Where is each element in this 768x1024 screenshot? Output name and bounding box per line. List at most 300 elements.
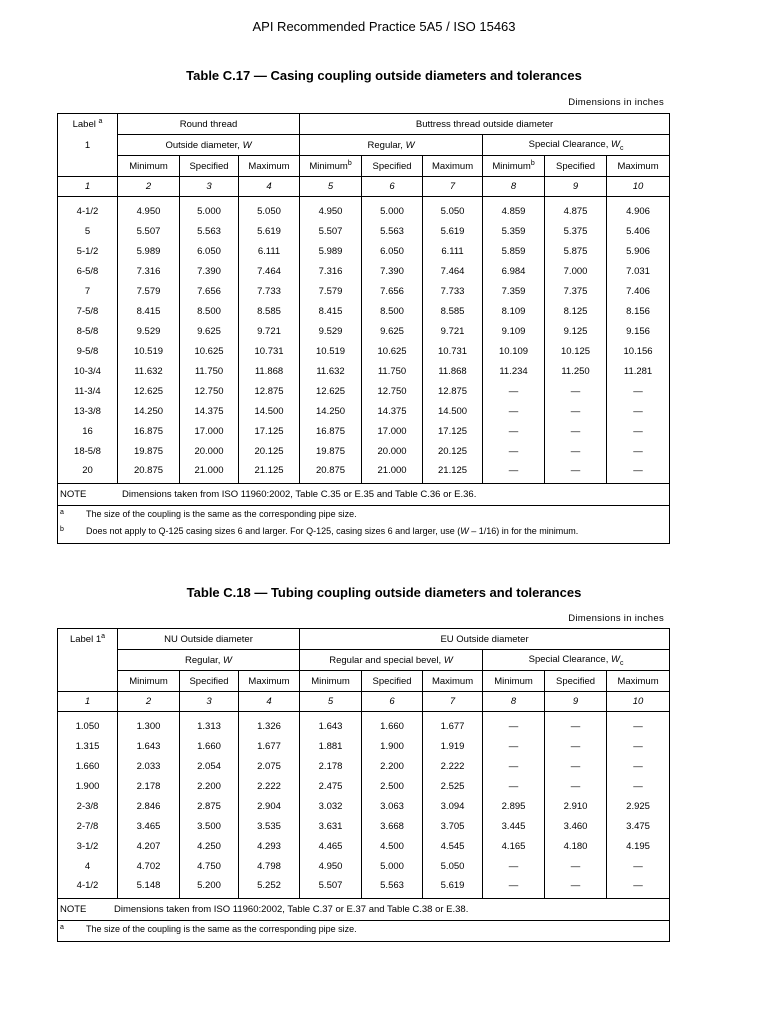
value-cell: 9.625 (180, 321, 239, 341)
table-row (58, 836, 670, 856)
value-cell: 8.500 (362, 301, 423, 321)
header-buttress-thread: Buttress thread outside diameter (300, 114, 670, 135)
table-c17-note: NOTE Dimensions taken from ISO 11960:2002, Table C.35 or E.35 and Table C.36 or E.36. (58, 484, 670, 506)
value-cell: 5.148 (118, 876, 180, 899)
value-cell: 4.165 (483, 836, 545, 856)
value-cell: — (545, 381, 607, 401)
table-row (58, 241, 670, 261)
table-row (58, 816, 670, 836)
value-cell: 9.156 (607, 321, 670, 341)
value-cell: 4.950 (300, 197, 362, 222)
header-spec: Specified (180, 156, 239, 177)
value-cell: 16.875 (118, 421, 180, 441)
value-cell: 4.250 (180, 836, 239, 856)
value-cell: 10.156 (607, 341, 670, 361)
value-cell: — (607, 441, 670, 461)
value-cell: 19.875 (300, 441, 362, 461)
value-cell: — (545, 736, 607, 756)
header-regular-special-bevel: Regular and special bevel, W (300, 650, 483, 671)
value-cell: — (483, 756, 545, 776)
table-row (58, 321, 670, 341)
table-row (58, 281, 670, 301)
value-cell: 4.859 (483, 197, 545, 222)
value-cell: 8.585 (423, 301, 483, 321)
header-outside-diameter: Outside diameter, W (118, 135, 300, 156)
header-blank (58, 650, 118, 671)
table-c17-footnote-a: $^a$ The size of the coupling is the same as the corresponding pipe size. (58, 506, 670, 524)
value-cell: — (545, 461, 607, 484)
value-cell: 12.750 (180, 381, 239, 401)
value-cell: 1.326 (239, 712, 300, 737)
value-cell: 11.750 (362, 361, 423, 381)
value-cell: — (607, 381, 670, 401)
table-row (58, 401, 670, 421)
column-number-row (58, 177, 670, 197)
column-number: 7 (423, 692, 483, 712)
table-row (58, 361, 670, 381)
value-cell: 11.281 (607, 361, 670, 381)
table-c17-dimensions-note: Dimensions in inches (568, 97, 664, 108)
value-cell: 5.619 (423, 876, 483, 899)
value-cell: 4.875 (545, 197, 607, 222)
value-cell: — (545, 856, 607, 876)
header-max: Maximum (239, 671, 300, 692)
header-max: Maximum (423, 671, 483, 692)
value-cell: 5.252 (239, 876, 300, 899)
value-cell: — (607, 461, 670, 484)
value-cell: — (483, 856, 545, 876)
value-cell: 7.656 (180, 281, 239, 301)
table-row (58, 197, 670, 222)
header-max: Maximum (607, 671, 670, 692)
value-cell: 2.075 (239, 756, 300, 776)
row-label-cell: 11-3/4 (58, 381, 118, 401)
value-cell: 20.000 (362, 441, 423, 461)
value-cell: — (483, 381, 545, 401)
value-cell: 7.579 (300, 281, 362, 301)
table-c18-title: Table C.18 — Tubing coupling outside diameters and tolerances (186, 585, 582, 600)
row-label-cell: 4 (58, 856, 118, 876)
value-cell: 5.200 (180, 876, 239, 899)
header-spec: Specified (545, 156, 607, 177)
value-cell: 11.868 (239, 361, 300, 381)
table-row (58, 261, 670, 281)
value-cell: 5.050 (423, 197, 483, 222)
table-c17 (57, 113, 670, 544)
value-cell: 11.868 (423, 361, 483, 381)
value-cell: 2.925 (607, 796, 670, 816)
value-cell: 1.881 (300, 736, 362, 756)
value-cell: — (483, 421, 545, 441)
value-cell: 6.050 (362, 241, 423, 261)
header-eu-outside-diameter: EU Outside diameter (300, 629, 670, 650)
header-label: Label 1$^a$ (58, 629, 118, 650)
value-cell: — (545, 776, 607, 796)
value-cell: 17.125 (423, 421, 483, 441)
value-cell: — (545, 401, 607, 421)
value-cell: 10.731 (239, 341, 300, 361)
row-label-cell: 9-5/8 (58, 341, 118, 361)
header-blank (58, 156, 118, 177)
row-label-cell: 1.900 (58, 776, 118, 796)
column-number: 10 (607, 177, 670, 197)
row-label-cell: 6-5/8 (58, 261, 118, 281)
table-row (58, 776, 670, 796)
value-cell: 5.000 (362, 197, 423, 222)
header-min-b: Minimum$^b$ (300, 156, 362, 177)
value-cell: 9.529 (300, 321, 362, 341)
table-c18 (57, 628, 670, 942)
value-cell: 8.500 (180, 301, 239, 321)
header-regular: Regular, W (300, 135, 483, 156)
header-round-thread: Round thread (118, 114, 300, 135)
value-cell: 21.125 (423, 461, 483, 484)
value-cell: 9.625 (362, 321, 423, 341)
table-row (58, 756, 670, 776)
column-number: 3 (180, 177, 239, 197)
column-number: 4 (239, 692, 300, 712)
value-cell: 2.895 (483, 796, 545, 816)
header-min: Minimum (118, 156, 180, 177)
table-c18-dimensions-note: Dimensions in inches (568, 613, 664, 624)
value-cell: 7.375 (545, 281, 607, 301)
value-cell: — (545, 441, 607, 461)
row-label-cell: 5 (58, 221, 118, 241)
value-cell: 1.643 (300, 712, 362, 737)
value-cell: 3.668 (362, 816, 423, 836)
header-min: Minimum (300, 671, 362, 692)
header-min: Minimum (483, 671, 545, 692)
value-cell: — (483, 876, 545, 899)
value-cell: 7.031 (607, 261, 670, 281)
value-cell: 10.731 (423, 341, 483, 361)
value-cell: 12.875 (239, 381, 300, 401)
value-cell: 9.529 (118, 321, 180, 341)
value-cell: 7.316 (118, 261, 180, 281)
value-cell: 5.563 (362, 876, 423, 899)
value-cell: 20.125 (239, 441, 300, 461)
value-cell: 9.721 (423, 321, 483, 341)
value-cell: 4.906 (607, 197, 670, 222)
value-cell: 1.660 (180, 736, 239, 756)
row-label-cell: 18-5/8 (58, 441, 118, 461)
value-cell: 2.200 (362, 756, 423, 776)
value-cell: 7.733 (423, 281, 483, 301)
table-row (58, 221, 670, 241)
value-cell: 20.125 (423, 441, 483, 461)
value-cell: 12.875 (423, 381, 483, 401)
value-cell: 5.563 (180, 221, 239, 241)
value-cell: 7.390 (180, 261, 239, 281)
value-cell: 5.375 (545, 221, 607, 241)
value-cell: 3.535 (239, 816, 300, 836)
value-cell: 4.798 (239, 856, 300, 876)
table-row (58, 856, 670, 876)
value-cell: 1.919 (423, 736, 483, 756)
value-cell: — (483, 461, 545, 484)
value-cell: 1.300 (118, 712, 180, 737)
value-cell: 5.619 (239, 221, 300, 241)
value-cell: 19.875 (118, 441, 180, 461)
value-cell: 4.950 (300, 856, 362, 876)
value-cell: 17.000 (362, 421, 423, 441)
table-c17-title: Table C.17 — Casing coupling outside diameters and tolerances (186, 68, 582, 83)
column-number: 2 (118, 692, 180, 712)
value-cell: 7.316 (300, 261, 362, 281)
value-cell: 12.750 (362, 381, 423, 401)
value-cell: 2.178 (300, 756, 362, 776)
value-cell: 4.950 (118, 197, 180, 222)
value-cell: 7.359 (483, 281, 545, 301)
value-cell: 5.406 (607, 221, 670, 241)
row-label-cell: 1.315 (58, 736, 118, 756)
value-cell: 3.465 (118, 816, 180, 836)
value-cell: 8.415 (118, 301, 180, 321)
row-label-cell: 2-3/8 (58, 796, 118, 816)
table-c18-body (58, 712, 670, 899)
value-cell: — (483, 776, 545, 796)
value-cell: 2.500 (362, 776, 423, 796)
column-number: 1 (58, 692, 118, 712)
row-label-cell: 4-1/2 (58, 197, 118, 222)
column-number: 10 (607, 692, 670, 712)
value-cell: 1.643 (118, 736, 180, 756)
value-cell: 21.000 (180, 461, 239, 484)
value-cell: — (545, 756, 607, 776)
value-cell: 1.900 (362, 736, 423, 756)
value-cell: 3.475 (607, 816, 670, 836)
value-cell: 2.222 (239, 776, 300, 796)
value-cell: 3.460 (545, 816, 607, 836)
table-row (58, 876, 670, 899)
column-number: 9 (545, 177, 607, 197)
value-cell: — (545, 712, 607, 737)
value-cell: 5.000 (362, 856, 423, 876)
value-cell: 3.705 (423, 816, 483, 836)
value-cell: 7.464 (423, 261, 483, 281)
value-cell: 1.660 (362, 712, 423, 737)
column-number: 5 (300, 177, 362, 197)
value-cell: 3.500 (180, 816, 239, 836)
value-cell: 5.050 (239, 197, 300, 222)
value-cell: — (607, 736, 670, 756)
header-regular: Regular, W (118, 650, 300, 671)
value-cell: 5.859 (483, 241, 545, 261)
value-cell: 4.500 (362, 836, 423, 856)
row-label-cell: 5-1/2 (58, 241, 118, 261)
row-label-cell: 1.050 (58, 712, 118, 737)
value-cell: — (607, 421, 670, 441)
value-cell: 2.222 (423, 756, 483, 776)
column-number: 5 (300, 692, 362, 712)
value-cell: 8.109 (483, 301, 545, 321)
header-max: Maximum (607, 156, 670, 177)
value-cell: 2.875 (180, 796, 239, 816)
header-spec: Specified (362, 671, 423, 692)
value-cell: 5.050 (423, 856, 483, 876)
header-max: Maximum (239, 156, 300, 177)
table-row (58, 381, 670, 401)
column-number: 6 (362, 177, 423, 197)
value-cell: 3.631 (300, 816, 362, 836)
header-min-b: Minimum$^b$ (483, 156, 545, 177)
value-cell: 8.156 (607, 301, 670, 321)
value-cell: 10.109 (483, 341, 545, 361)
column-number: 7 (423, 177, 483, 197)
value-cell: 11.632 (300, 361, 362, 381)
column-number: 8 (483, 177, 545, 197)
value-cell: — (483, 736, 545, 756)
value-cell: 7.406 (607, 281, 670, 301)
row-label-cell: 1.660 (58, 756, 118, 776)
table-c17-body (58, 197, 670, 484)
table-row (58, 441, 670, 461)
value-cell: 7.390 (362, 261, 423, 281)
header-special-clearance: Special Clearance, $W_c$ (483, 650, 670, 671)
value-cell: — (607, 712, 670, 737)
value-cell: 12.625 (300, 381, 362, 401)
row-label-cell: 10-3/4 (58, 361, 118, 381)
value-cell: 1.677 (239, 736, 300, 756)
value-cell: 4.293 (239, 836, 300, 856)
table-row (58, 796, 670, 816)
header-max: Maximum (423, 156, 483, 177)
header-spec: Specified (180, 671, 239, 692)
value-cell: 20.000 (180, 441, 239, 461)
value-cell: 6.050 (180, 241, 239, 261)
value-cell: 6.111 (423, 241, 483, 261)
value-cell: 9.125 (545, 321, 607, 341)
value-cell: 5.989 (118, 241, 180, 261)
value-cell: 2.033 (118, 756, 180, 776)
table-c18-footnote-a: $^a$ The size of the coupling is the same as the corresponding pipe size. (58, 921, 670, 942)
value-cell: 16.875 (300, 421, 362, 441)
header-label: Label $^a$ (58, 114, 118, 135)
table-c18-note: NOTE Dimensions taken from ISO 11960:2002, Table C.37 or E.37 and Table C.38 or E.38. (58, 899, 670, 921)
value-cell: 9.109 (483, 321, 545, 341)
value-cell: 5.507 (300, 221, 362, 241)
value-cell: 2.904 (239, 796, 300, 816)
value-cell: 11.250 (545, 361, 607, 381)
value-cell: — (483, 712, 545, 737)
row-label-cell: 7 (58, 281, 118, 301)
value-cell: 3.094 (423, 796, 483, 816)
header-spec: Specified (545, 671, 607, 692)
value-cell: 4.195 (607, 836, 670, 856)
value-cell: 5.619 (423, 221, 483, 241)
value-cell: 14.500 (423, 401, 483, 421)
value-cell: 14.375 (362, 401, 423, 421)
value-cell: — (483, 401, 545, 421)
value-cell: — (545, 876, 607, 899)
value-cell: 14.500 (239, 401, 300, 421)
header-special-clearance: Special Clearance, $W_c$ (483, 135, 670, 156)
column-number: 8 (483, 692, 545, 712)
value-cell: — (607, 401, 670, 421)
header-min: Minimum (118, 671, 180, 692)
value-cell: 4.545 (423, 836, 483, 856)
value-cell: 4.180 (545, 836, 607, 856)
value-cell: 7.733 (239, 281, 300, 301)
value-cell: 4.702 (118, 856, 180, 876)
value-cell: 4.465 (300, 836, 362, 856)
value-cell: 2.525 (423, 776, 483, 796)
value-cell: 5.000 (180, 197, 239, 222)
value-cell: 2.910 (545, 796, 607, 816)
value-cell: 14.375 (180, 401, 239, 421)
value-cell: 12.625 (118, 381, 180, 401)
value-cell: 7.656 (362, 281, 423, 301)
value-cell: 10.625 (180, 341, 239, 361)
value-cell: 10.519 (300, 341, 362, 361)
value-cell: 5.989 (300, 241, 362, 261)
value-cell: — (607, 876, 670, 899)
value-cell: 21.125 (239, 461, 300, 484)
value-cell: 3.445 (483, 816, 545, 836)
value-cell: 5.359 (483, 221, 545, 241)
page-header: API Recommended Practice 5A5 / ISO 15463 (252, 19, 516, 34)
value-cell: 4.750 (180, 856, 239, 876)
value-cell: 4.207 (118, 836, 180, 856)
value-cell: 21.000 (362, 461, 423, 484)
value-cell: 7.000 (545, 261, 607, 281)
value-cell: 11.632 (118, 361, 180, 381)
value-cell: 5.563 (362, 221, 423, 241)
value-cell: 7.579 (118, 281, 180, 301)
row-label-cell: 20 (58, 461, 118, 484)
row-label-cell: 3-1/2 (58, 836, 118, 856)
value-cell: 2.475 (300, 776, 362, 796)
value-cell: — (607, 756, 670, 776)
value-cell: 20.875 (118, 461, 180, 484)
value-cell: 20.875 (300, 461, 362, 484)
value-cell: 3.063 (362, 796, 423, 816)
column-number: 6 (362, 692, 423, 712)
value-cell: 8.585 (239, 301, 300, 321)
header-blank (58, 671, 118, 692)
value-cell: 2.846 (118, 796, 180, 816)
value-cell: — (607, 856, 670, 876)
value-cell: — (607, 776, 670, 796)
value-cell: 10.519 (118, 341, 180, 361)
header-label-number: 1 (58, 135, 118, 156)
column-number: 4 (239, 177, 300, 197)
row-label-cell: 16 (58, 421, 118, 441)
value-cell: 14.250 (300, 401, 362, 421)
table-c17-footnote-b: $^b$ Does not apply to Q-125 casing sizes 6 and larger. For Q-125, casing sizes 6 and larger, use (W – 1/16) in for the minimum. (58, 523, 670, 544)
table-row (58, 736, 670, 756)
value-cell: 7.464 (239, 261, 300, 281)
column-number: 1 (58, 177, 118, 197)
row-label-cell: 2-7/8 (58, 816, 118, 836)
column-number-row (58, 692, 670, 712)
column-number: 9 (545, 692, 607, 712)
value-cell: 10.625 (362, 341, 423, 361)
value-cell: — (545, 421, 607, 441)
value-cell: 6.111 (239, 241, 300, 261)
value-cell: 10.125 (545, 341, 607, 361)
value-cell: 5.875 (545, 241, 607, 261)
row-label-cell: 8-5/8 (58, 321, 118, 341)
value-cell: 17.000 (180, 421, 239, 441)
value-cell: 8.125 (545, 301, 607, 321)
value-cell: 5.507 (300, 876, 362, 899)
value-cell: — (483, 441, 545, 461)
value-cell: 6.984 (483, 261, 545, 281)
value-cell: 17.125 (239, 421, 300, 441)
value-cell: 2.178 (118, 776, 180, 796)
value-cell: 1.313 (180, 712, 239, 737)
